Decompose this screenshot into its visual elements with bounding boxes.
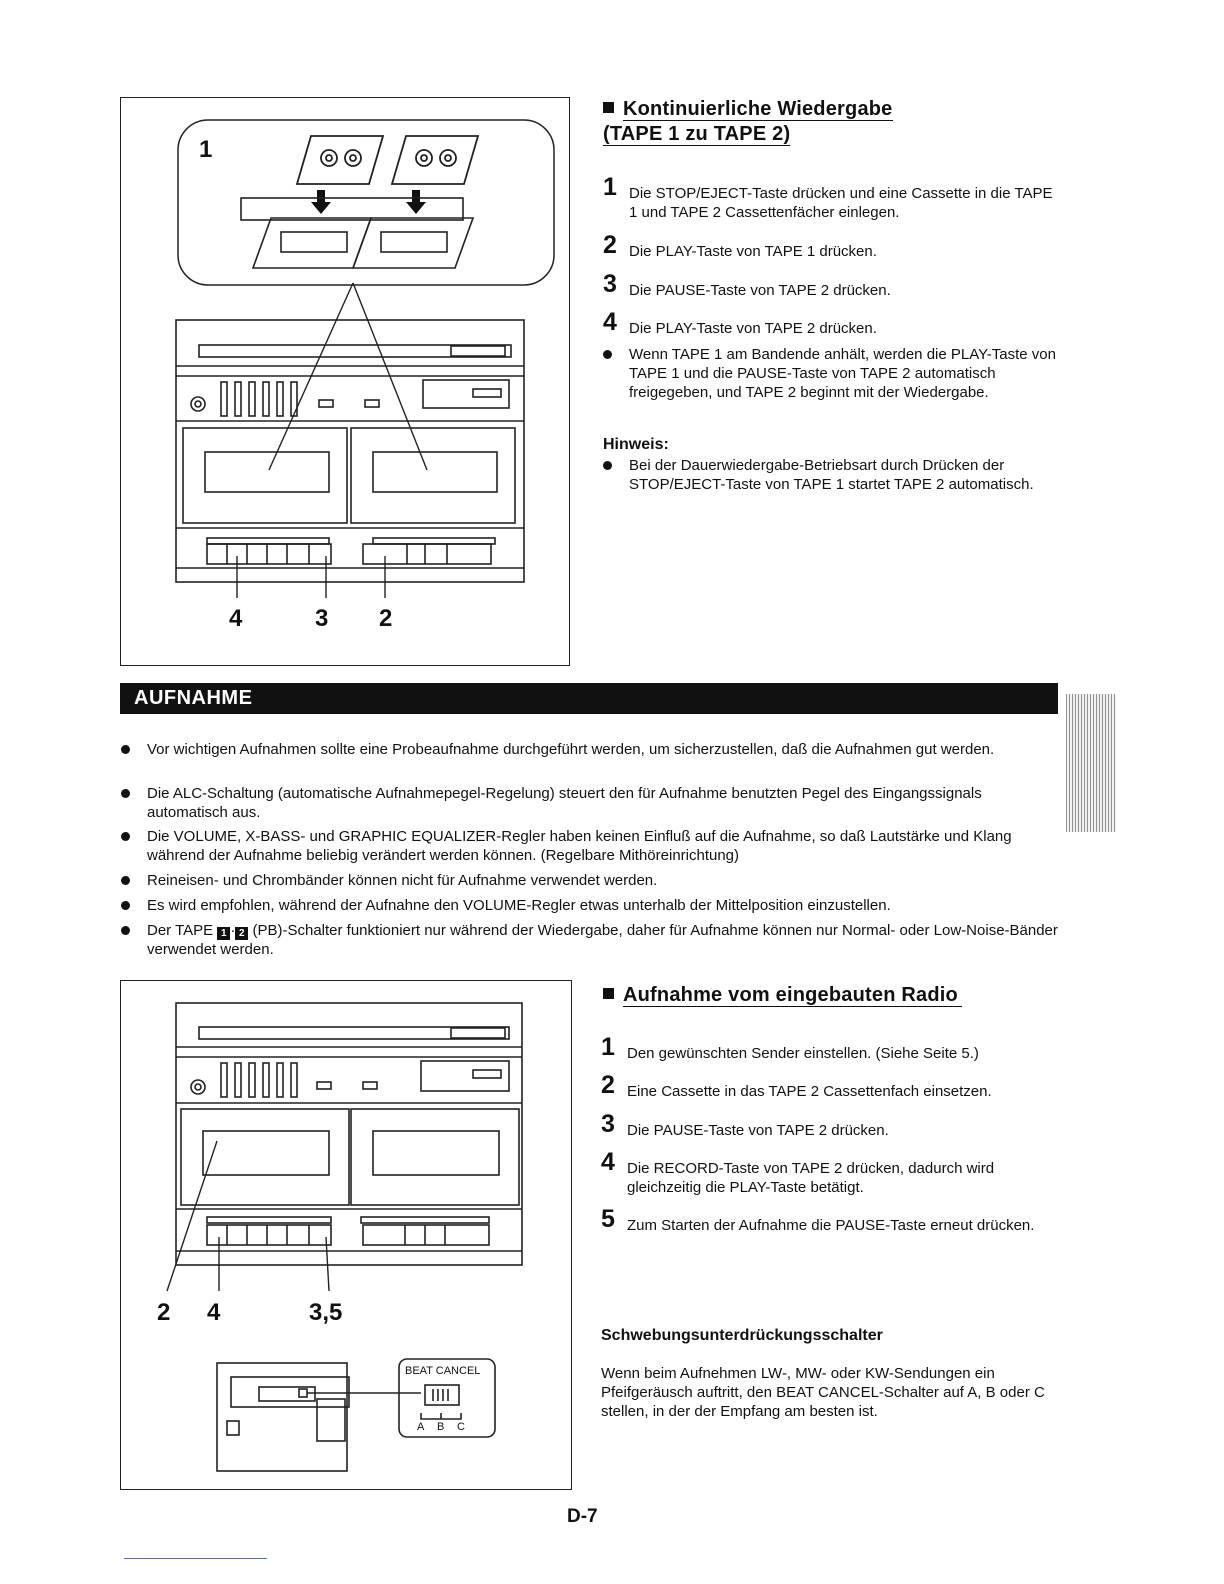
heading-square-icon [603, 102, 614, 113]
bullet-dot-icon [121, 745, 130, 754]
figure-radio-recording [120, 980, 572, 1490]
aufnahme-bullet-5: Es wird empfohlen, während der Aufnahne den VOLUME-Regler etwas unterhalb der Mittelposition einzustellen. [121, 896, 1063, 915]
beat-position-b: B [437, 1421, 445, 1433]
bullet-dot-icon [121, 789, 130, 798]
aufnahme-bullet-6: Der TAPE 1 · 2 (PB)-Schalter funktioniert nur während der Wiedergabe, daher für Aufnahme können nur Normal- oder Low-Noise-Bänder verwendet werden. [121, 921, 1063, 959]
beat-cancel-text: Wenn beim Aufnehmen LW-, MW- oder KW-Sendungen ein Pfeifgeräusch auftritt, den BEAT CANCEL-Schalter auf A, B oder C stellen, in der der Empfang am besten ist. [601, 1365, 1045, 1420]
deck-illustration-1 [121, 98, 569, 665]
top-bullet: Wenn TAPE 1 am Bandende anhält, werden die PLAY-Taste von TAPE 1 und die PAUSE-Taste von TAPE 2 automatisch freigegeben, und TAPE 2 beginnt mit der Wiedergabe. [603, 345, 1058, 402]
beat-position-c: C [457, 1421, 465, 1433]
top-step-2: 2 Die PLAY-Taste von TAPE 1 drücken. [603, 231, 877, 260]
bullet-dot-icon [603, 461, 612, 470]
tape-2-box-icon: 2 [235, 927, 248, 940]
bullet-dot-icon [603, 350, 612, 359]
figure1-callout-3: 3 [315, 605, 329, 632]
deck-illustration-2 [121, 981, 571, 1489]
continuous-playback-subheading: (TAPE 1 zu TAPE 2) [603, 123, 791, 145]
footer-rule [124, 1558, 267, 1559]
figure1-callout-4: 4 [229, 605, 243, 632]
top-step-3: 3 Die PAUSE-Taste von TAPE 2 drücken. [603, 270, 891, 299]
radio-step-1: 1 Den gewünschten Sender einstellen. (Siehe Seite 5.) [601, 1033, 979, 1062]
banner-title: AUFNAHME [134, 687, 253, 709]
note-title: Hinweis: [603, 436, 669, 453]
bullet-dot-icon [121, 876, 130, 885]
figure-continuous-playback [120, 97, 570, 666]
aufnahme-banner [120, 683, 1058, 714]
heading-square-icon [603, 988, 614, 999]
figure2-callout-3-5: 3,5 [309, 1299, 343, 1326]
radio-step-3: 3 Die PAUSE-Taste von TAPE 2 drücken. [601, 1110, 889, 1139]
top-step-1: 1 Die STOP/EJECT-Taste drücken und eine Cassette in die TAPE 1 und TAPE 2 Cassettenfächer einlegen. [603, 173, 1053, 221]
radio-step-5: 5 Zum Starten der Aufnahme die PAUSE-Taste erneut drücken. [601, 1205, 1035, 1234]
radio-step-4: 4 Die RECORD-Taste von TAPE 2 drücken, dadurch wird gleichzeitig die PLAY-Taste betätigt. [601, 1148, 995, 1196]
aufnahme-bullet-2: Die ALC-Schaltung (automatische Aufnahmepegel-Regelung) steuert den für Aufnahme benutzten Pegel des Eingangssignals automatisch aus. [121, 784, 1063, 822]
page-number: D-7 [567, 1506, 598, 1527]
radio-step-2: 2 Eine Cassette in das TAPE 2 Cassettenfach einsetzen. [601, 1071, 992, 1100]
figure1-callout-2: 2 [379, 605, 393, 632]
figure2-callout-4: 4 [207, 1299, 221, 1326]
figure1-step-label: 1 [199, 136, 213, 163]
tape-1-box-icon: 1 [217, 927, 230, 940]
continuous-playback-heading: Kontinuierliche Wiedergabe [603, 98, 893, 121]
note-bullet: Bei der Dauerwiedergabe-Betriebsart durch Drücken der STOP/EJECT-Taste von TAPE 1 startet TAPE 2 automatisch. [603, 456, 1058, 494]
radio-recording-heading: Aufnahme vom eingebauten Radio [603, 984, 962, 1007]
bullet-dot-icon [121, 901, 130, 910]
aufnahme-bullet-4: Reineisen- und Chrombänder können nicht für Aufnahme verwendet werden. [121, 871, 1063, 890]
figure2-callout-2: 2 [157, 1299, 171, 1326]
beat-cancel-heading: Schwebungsunterdrückungsschalter [601, 1327, 883, 1344]
bullet-dot-icon [121, 926, 130, 935]
thumb-tab-marker [1066, 694, 1116, 832]
bullet-dot-icon [121, 832, 130, 841]
beat-cancel-label: BEAT CANCEL [405, 1365, 481, 1377]
aufnahme-bullet-1: Vor wichtigen Aufnahmen sollte eine Probeaufnahme durchgeführt werden, um sicherzustellen, daß die Aufnahmen gut werden. [121, 740, 1063, 759]
top-step-4: 4 Die PLAY-Taste von TAPE 2 drücken. [603, 308, 877, 337]
beat-position-a: A [417, 1421, 425, 1433]
aufnahme-bullet-3: Die VOLUME, X-BASS- und GRAPHIC EQUALIZER-Regler haben keinen Einfluß auf die Aufnahme, so daß Lautstärke und Klang während der Aufnahme beliebig verändert werden können. (Regelbare Mithöreinrichtung) [121, 827, 1063, 865]
